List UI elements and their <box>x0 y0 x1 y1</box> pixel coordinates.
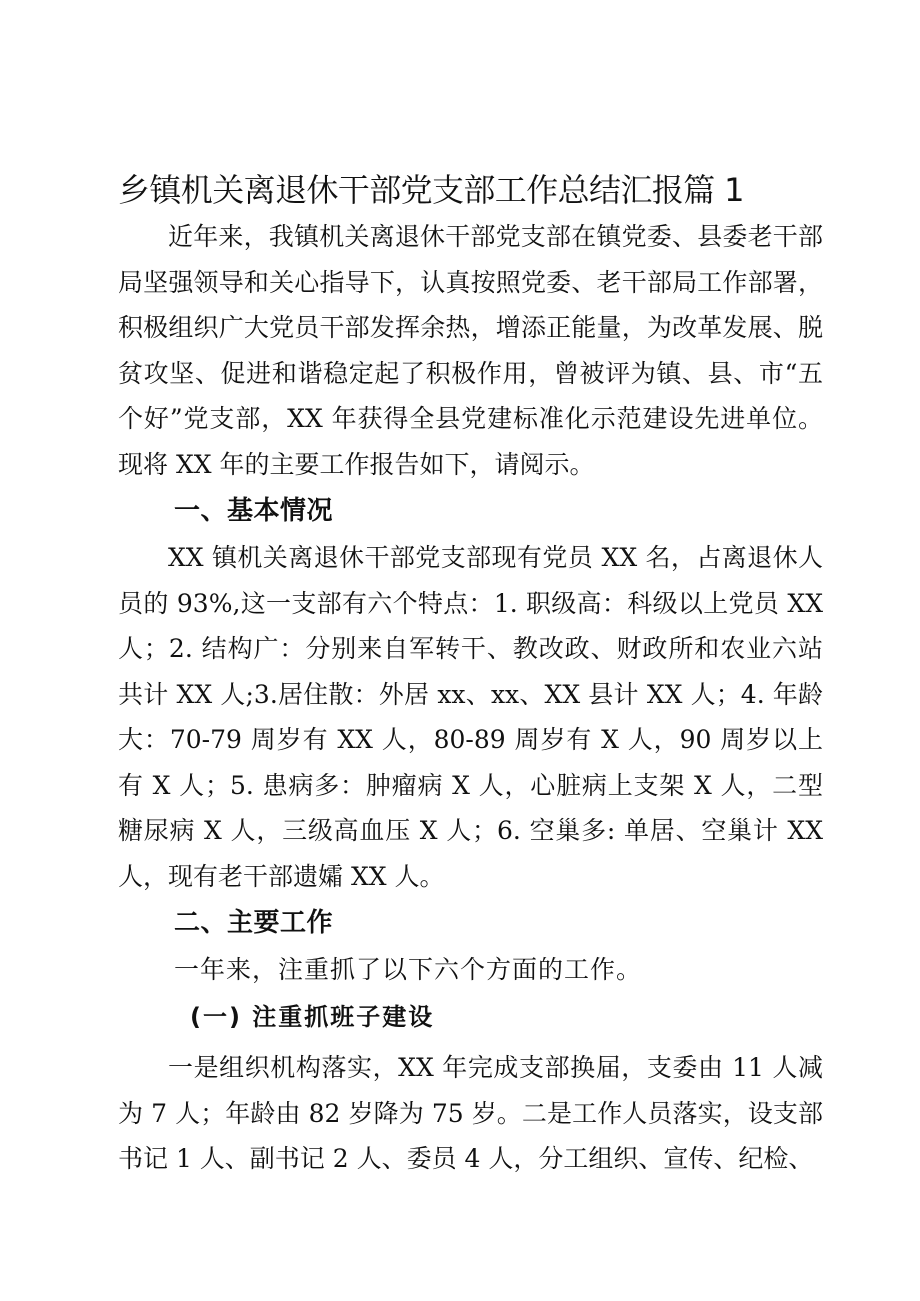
team-building-paragraph: 一是组织机构落实，XX 年完成支部换届，支委由 11 人减为 7 人；年龄由 82 岁降为 75 岁。二是工作人员落实，设支部书记 1 人、副书记 2 人、委员 4 人，分工组织、宣传、纪检、 <box>118 1053 823 1173</box>
section-heading-basic: 一、基本情况 <box>174 496 334 526</box>
intro-paragraph: 近年来，我镇机关离退休干部党支部在镇党委、县委老干部局坚强领导和关心指导下，认真按照党委、老干部局工作部署，积极组织广大党员干部发挥余热，增添正能量，为改革发展、脱贫攻坚、促进和谐稳定起了积极作用，曾被评为镇、县、市“五个好”党支部，XX 年获得全县党建标准化示范建设先进单位。现将 XX 年的主要工作报告如下，请阅示。 <box>118 222 823 479</box>
document-title: 乡镇机关离退休干部党支部工作总结汇报篇 1 <box>118 171 744 209</box>
basic-info-paragraph: XX 镇机关离退休干部党支部现有党员 XX 名，占离退休人员的 93%,这一支部有六个特点：1. 职级高：科级以上党员 XX 人；2. 结构广：分别来自军转干、教改政、财政所和农业六站共计 XX 人;3.居住散：外居 xx、xx、XX 县计 XX 人；4. 年龄大：70-79 周岁有 XX 人，80-89 周岁有 X 人，90 周岁以上有 X 人；5. 患病多：肿瘤病 X 人，心脏病上支架 X 人，二型糖尿病 X 人，三级高血压 X 人；6. 空巢多: 单居、空巢计 XX 人，现有老干部遗孀 XX 人。 <box>118 543 823 891</box>
main-work-intro: 一年来，注重抓了以下六个方面的工作。 <box>174 955 643 984</box>
document-page <box>118 168 823 1182</box>
section-heading-main-work: 二、主要工作 <box>174 908 334 938</box>
subheading-team-building: (一) 注重抓班子建设 <box>190 1003 435 1031</box>
